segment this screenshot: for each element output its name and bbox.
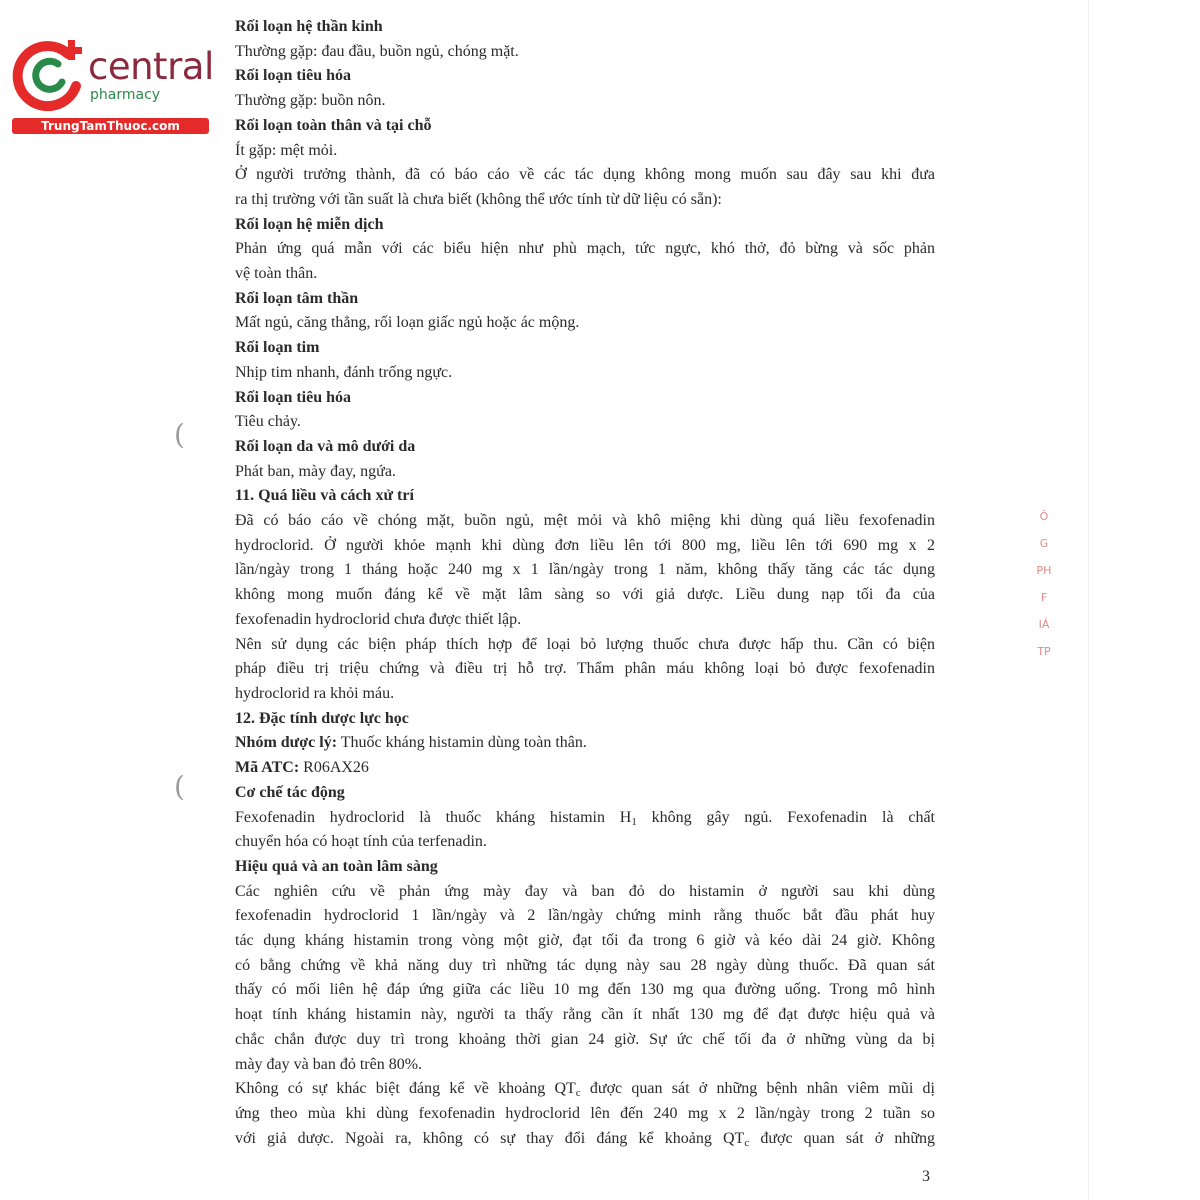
section-heading	[235, 435, 935, 460]
field-label: Mã ATC:	[235, 759, 300, 777]
line-text: Thường gặp: buồn nôn.	[235, 92, 386, 110]
subscript: c	[575, 1087, 581, 1100]
line-text: Hiệu quả và an toàn lâm sàng	[235, 857, 438, 875]
subscript: c	[744, 1136, 750, 1149]
line-text: Phản ứng quá mẫn với các biểu hiện như phù mạch, tức ngực, khó thở, đỏ bừng và sốc phản	[235, 240, 935, 258]
line-text: Thuốc kháng histamin dùng toàn thân.	[337, 734, 587, 752]
text-line	[235, 806, 935, 831]
section-heading	[235, 213, 935, 238]
line-text: pháp điều trị triệu chứng và điều trị hỗ trợ. Thẩm phân máu không loại bỏ được fexofenadin	[235, 660, 935, 678]
field-label: Nhóm dược lý:	[235, 734, 338, 752]
line-text: hydroclorid. Ở người khỏe mạnh khi dùng đơn liều lên tới 800 mg, liều lên tới 690 mg x 2	[235, 536, 935, 554]
text-line	[235, 657, 935, 682]
stamp-char: TP	[1037, 645, 1051, 658]
line-text: fexofenadin hydroclorid chưa được thiết lập.	[235, 610, 522, 628]
text-line	[235, 139, 935, 164]
text-line	[235, 756, 935, 781]
line-text: 11. Quá liều và cách xử trí	[235, 487, 414, 505]
section-heading	[235, 64, 935, 89]
text-line	[235, 608, 935, 633]
section-heading	[235, 15, 935, 40]
text-line	[235, 904, 935, 929]
logo-subtitle: pharmacy	[90, 87, 161, 103]
line-text: Ít gặp: mệt mỏi.	[235, 141, 338, 159]
line-text: Rối loạn da và mô dưới da	[235, 437, 416, 455]
stamp-char: PH	[1036, 564, 1052, 577]
line-text: Phát ban, mày đay, ngứa.	[235, 462, 396, 480]
stamp-char: IÁ	[1038, 618, 1050, 631]
document-body	[235, 15, 935, 1151]
line-text: chuyển hóa có hoạt tính của terfenadin.	[235, 833, 487, 851]
text-line	[235, 188, 935, 213]
line-text: Ở người trưởng thành, đã có báo cáo về các tác dụng không mong muốn sau đây sau khi đưa	[235, 166, 935, 184]
text-line	[235, 40, 935, 65]
logo-url-link[interactable]: TrungTamThuoc.com	[12, 118, 209, 134]
line-text: ra thị trường với tần suất là chưa biết (không thể ước tính từ dữ liệu có sẵn):	[235, 190, 722, 208]
line-text: với giả dược. Ngoài ra, không có sự thay đổi đáng kể khoảng QT	[235, 1129, 745, 1147]
text-line	[235, 830, 935, 855]
section-heading	[235, 484, 935, 509]
text-line	[235, 1102, 935, 1127]
line-text: Rối loạn toàn thân và tại chỗ	[235, 116, 432, 134]
text-line	[235, 460, 935, 485]
section-heading	[235, 781, 935, 806]
line-text: vệ toàn thân.	[235, 265, 318, 283]
side-stamp	[1036, 510, 1052, 672]
line-text: R06AX26	[299, 759, 369, 777]
line-text: có bằng chứng về khả năng duy trì những tác dụng này sau 28 ngày dùng thuốc. Đã quan sát	[235, 956, 935, 974]
line-text: hoạt tính kháng histamin này, người ta thấy rằng cần ít nhất 130 mg để đạt được hiệu quả và	[235, 1006, 935, 1024]
margin-mark: (	[174, 770, 185, 803]
text-line	[235, 1127, 935, 1152]
line-text: không mong muốn đáng kể về mặt lâm sàng so với giả dược. Liều dung nạp tối đa của	[235, 586, 935, 604]
line-text: Cơ chế tác động	[235, 783, 345, 801]
text-line	[235, 929, 935, 954]
scan-edge-line	[1088, 0, 1089, 1200]
line-text: hydroclorid ra khỏi máu.	[235, 684, 395, 702]
line-text: Rối loạn hệ thần kinh	[235, 18, 383, 35]
line-text: 12. Đặc tính dược lực học	[235, 709, 409, 727]
stamp-char: F	[1040, 591, 1048, 604]
text-line	[235, 262, 935, 287]
line-text: lần/ngày trong 1 tháng hoặc 240 mg x 1 lần/ngày trong 1 năm, không thấy tăng các tác dụng	[235, 561, 935, 579]
text-line	[235, 731, 935, 756]
line-text: Tiêu chảy.	[235, 413, 301, 431]
text-line	[235, 1053, 935, 1078]
subscript: 1	[631, 815, 637, 828]
line-text: Rối loạn tiêu hóa	[235, 388, 352, 406]
line-text: mày đay và ban đỏ trên 80%.	[235, 1055, 423, 1073]
line-text: thấy có mối liên hệ đáp ứng giữa các liều 10 mg đến 130 mg qua đường uống. Trong mô hình	[235, 981, 935, 999]
text-line	[235, 311, 935, 336]
text-line	[235, 237, 935, 262]
line-text: Rối loạn tâm thần	[235, 289, 359, 307]
line-text: Không có sự khác biệt đáng kể về khoảng QT	[235, 1080, 576, 1098]
line-text: Fexofenadin hydroclorid là thuốc kháng histamin H	[235, 808, 632, 826]
line-text: không gây ngủ. Fexofenadin là chất	[636, 808, 936, 826]
logo-name: central	[88, 45, 214, 88]
line-text: chắc chắn được duy trì trong khoảng thời gian 24 giờ. Sự ức chế tối đa ở những vùng da bị	[235, 1030, 935, 1048]
text-line	[235, 558, 935, 583]
line-text: Mất ngủ, căng thẳng, rối loạn giấc ngủ hoặc ác mộng.	[235, 314, 580, 332]
line-text: fexofenadin hydroclorid 1 lần/ngày và 2 lần/ngày chứng minh rằng thuốc bắt đầu phát huy	[235, 907, 935, 925]
text-line	[235, 410, 935, 435]
margin-mark: (	[174, 418, 185, 451]
line-text: Các nghiên cứu về phản ứng mày đay và ban đỏ do histamin ở người sau khi dùng	[235, 882, 935, 900]
text-line	[235, 1028, 935, 1053]
line-text: Nhịp tim nhanh, đánh trống ngực.	[235, 363, 453, 381]
section-heading	[235, 114, 935, 139]
text-line	[235, 978, 935, 1003]
text-line	[235, 954, 935, 979]
line-text: được quan sát ở những	[749, 1129, 936, 1147]
section-heading	[235, 855, 935, 880]
text-line	[235, 1003, 935, 1028]
line-text: Rối loạn tim	[235, 339, 320, 357]
pharmacy-cross-icon	[10, 36, 90, 116]
section-heading	[235, 386, 935, 411]
text-line	[235, 682, 935, 707]
text-line	[235, 534, 935, 559]
text-line	[235, 361, 935, 386]
line-text: Rối loạn tiêu hóa	[235, 67, 352, 85]
text-line	[235, 583, 935, 608]
line-text: được quan sát ở những bệnh nhân viêm mũi dị	[580, 1080, 935, 1098]
text-line	[235, 89, 935, 114]
line-text: tác dụng kháng histamin trong vòng một giờ, đạt tối đa trong 6 giờ và kéo dài 24 giờ. Không	[235, 932, 935, 950]
text-line	[235, 1077, 935, 1102]
line-text: Thường gặp: đau đầu, buồn ngủ, chóng mặt.	[235, 42, 519, 60]
stamp-char: G	[1039, 537, 1049, 550]
section-heading	[235, 707, 935, 732]
line-text: Nên sử dụng các biện pháp thích hợp để loại bỏ lượng thuốc chưa được hấp thu. Cần có biện	[235, 635, 935, 653]
text-line	[235, 163, 935, 188]
section-heading	[235, 336, 935, 361]
line-text: Rối loạn hệ miễn dịch	[235, 215, 384, 233]
text-line	[235, 509, 935, 534]
stamp-char: Ô	[1039, 510, 1049, 523]
section-heading	[235, 287, 935, 312]
text-line	[235, 633, 935, 658]
page-number: 3	[922, 1168, 930, 1185]
line-text: ứng theo mùa khi dùng fexofenadin hydroclorid lên đến 240 mg x 2 lần/ngày trong 2 tuần so	[235, 1104, 935, 1122]
text-line	[235, 880, 935, 905]
line-text: Đã có báo cáo về chóng mặt, buồn ngủ, mệt mỏi và khô miệng khi dùng quá liều fexofenadin	[235, 512, 935, 530]
